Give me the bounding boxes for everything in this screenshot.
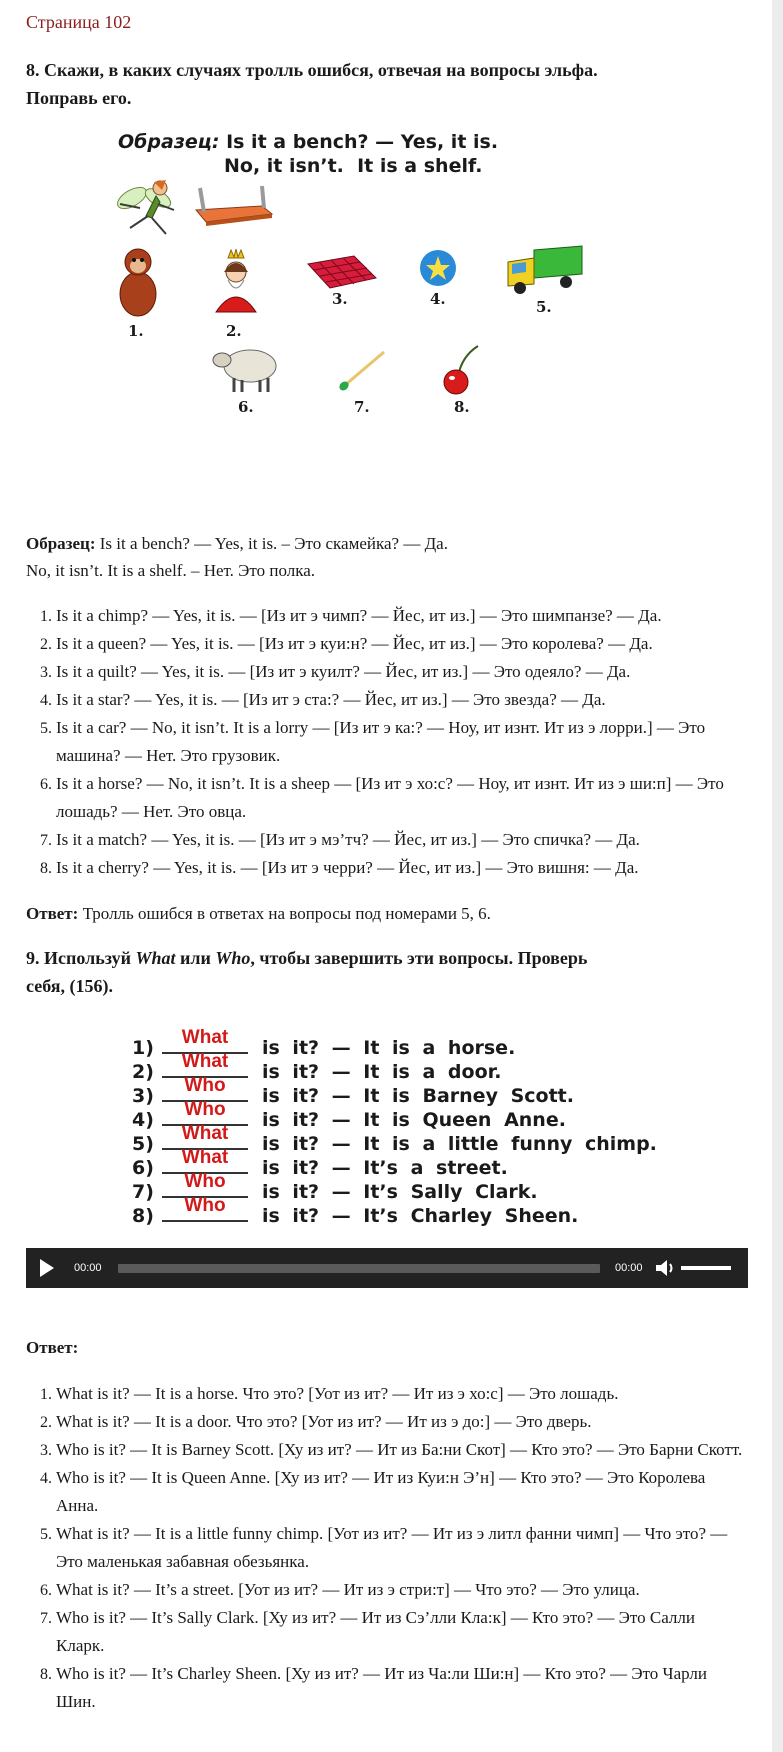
task9-title-part: или	[175, 948, 216, 968]
exercise-line-number: 1)	[132, 1037, 154, 1059]
progress-track[interactable]	[118, 1264, 600, 1273]
textbook-sample-line2: No, it isn’t. It is a shelf.	[224, 155, 483, 177]
task8-sample-line1	[26, 530, 746, 557]
exercise-line-text: is it? — It is a little funny chimp.	[262, 1133, 657, 1155]
queen-picture	[206, 246, 266, 318]
textbook-illustration	[110, 124, 670, 464]
match-picture	[336, 346, 390, 394]
duration-time: 00:00	[615, 1262, 643, 1274]
list-item: 3. Is it a quilt? — Yes, it is. — [Из ит э куилт? — Йес, ит из.] — Это одеяло? — Да.	[56, 658, 746, 686]
lorry-picture	[504, 244, 586, 296]
task9-answer-list	[26, 1380, 746, 1716]
shelf-picture	[192, 182, 276, 228]
list-item: 7. Who is it? — It’s Sally Clark. [Ху из ит? — Ит из Сэ’лли Кла:к] — Кто это? — Это Салли Кларк.	[56, 1604, 746, 1660]
list-item: 2. Is it a queen? — Yes, it is. — [Из ит э куи:н? — Йес, ит из.] — Это королева? — Да.	[56, 630, 746, 658]
list-item: 1. Is it a chimp? — Yes, it is. — [Из ит э чимп? — Йес, ит из.] — Это шимпанзе? — Да.	[56, 602, 746, 630]
answer-word: Who	[184, 1099, 226, 1120]
task9-title-part: , чтобы завершить эти вопросы. Проверь	[250, 948, 588, 968]
task8-title	[26, 56, 726, 112]
task9-answer-heading: Ответ:	[26, 1338, 79, 1357]
task9-title-what: What	[135, 948, 176, 968]
list-item: 6. Is it a horse? — No, it isn’t. It is a sheep — [Из ит э хо:с? — Ноу, ит изнт. Ит из э ши:п] — Это лошадь? — Нет. Это овца.	[56, 770, 746, 826]
answer-word: What	[181, 1147, 229, 1168]
list-item: 2. What is it? — It is a door. Что это? [Уот из ит? — Ит из э до:] — Это дверь.	[56, 1408, 746, 1436]
answer-word: Who	[184, 1171, 226, 1192]
list-item: 3. Who is it? — It is Barney Scott. [Ху из ит? — Ит из Ба:ни Скот] — Кто это? — Это Барни Скотт.	[56, 1436, 746, 1464]
audio-player	[26, 1248, 748, 1288]
list-item: 4. Is it a star? — Yes, it is. — [Из ит э ста:? — Йес, ит из.] — Это звезда? — Да.	[56, 686, 746, 714]
list-item: 4. Who is it? — It is Queen Anne. [Ху из ит? — Ит из Куи:н Э’н] — Кто это? — Это Королева Анна.	[56, 1464, 746, 1520]
exercise-line-text: is it? — It’s Sally Clark.	[262, 1181, 538, 1203]
textbook-sample	[118, 130, 498, 154]
task9-title-line1	[26, 944, 726, 972]
exercise-line-text: is it? — It is a door.	[262, 1061, 502, 1083]
picture-number-4: 4.	[430, 290, 446, 308]
answer-word: What	[181, 1051, 229, 1072]
task9-title-who: Who	[215, 948, 251, 968]
cherry-picture	[438, 342, 482, 398]
exercise-line	[132, 1195, 692, 1227]
volume-slider[interactable]	[681, 1266, 731, 1270]
task8-title-line2: Поправь его.	[26, 88, 132, 108]
task8-sample-text2: No, it isn’t. It is a shelf. – Нет. Это полка.	[26, 561, 316, 580]
task8-title-line1: 8. Скажи, в каких случаях тролль ошибся, отвечая на вопросы эльфа.	[26, 60, 598, 80]
textbook-sample-label: Образец:	[118, 131, 220, 153]
answer-word: Who	[184, 1075, 226, 1096]
exercise-line-text: is it? — It is Queen Anne.	[262, 1109, 566, 1131]
exercise-line-text: is it? — It is Barney Scott.	[262, 1085, 574, 1107]
play-icon[interactable]	[40, 1259, 54, 1277]
page-edge-rule	[772, 0, 783, 1752]
list-item: 8. Is it a cherry? — Yes, it is. — [Из ит э черри? — Йес, ит из.] — Это вишня: — Да.	[56, 854, 746, 882]
picture-number-1: 1.	[128, 322, 144, 340]
exercise-line-number: 4)	[132, 1109, 154, 1131]
list-item: 7. Is it a match? — Yes, it is. — [Из ит э мэ’тч? — Йес, ит из.] — Это спичка? — Да.	[56, 826, 746, 854]
quilt-picture	[304, 252, 380, 292]
exercise-line-number: 6)	[132, 1157, 154, 1179]
exercise-line-text: is it? — It’s Charley Sheen.	[262, 1205, 579, 1227]
exercise-line-number: 3)	[132, 1085, 154, 1107]
page-label: Страница 102	[26, 12, 132, 32]
exercise-line-number: 7)	[132, 1181, 154, 1203]
task8-sample-label: Образец:	[26, 534, 96, 553]
task9-title-line2: себя, (156).	[26, 976, 113, 996]
exercise-line-text: is it? — It is a horse.	[262, 1037, 516, 1059]
list-item: 1. What is it? — It is a horse. Что это? [Уот из ит? — Ит из э хо:с] — Это лошадь.	[56, 1380, 746, 1408]
answer-word: What	[181, 1123, 229, 1144]
picture-number-2: 2.	[226, 322, 242, 340]
textbook-sample-line1: Is it a bench? — Yes, it is.	[219, 131, 499, 153]
picture-number-6: 6.	[238, 398, 254, 416]
task8-answer-label: Ответ:	[26, 904, 79, 923]
elf-picture	[110, 168, 180, 248]
list-item: 5. Is it a car? — No, it isn’t. It is a lorry — [Из ит э ка:? — Ноу, ит изнт. Ит из э лорри.] — Это машина? — Нет. Это грузовик.	[56, 714, 746, 770]
exercise-line-number: 5)	[132, 1133, 154, 1155]
task8-answer-text: Тролль ошибся в ответах на вопросы под номерами 5, 6.	[78, 904, 491, 923]
task8-sample-text1: Is it a bench? — Yes, it is. – Это скамейка? — Да.	[95, 534, 448, 553]
task8-answer	[26, 900, 746, 927]
sheep-picture	[210, 342, 284, 394]
task9-title	[26, 944, 726, 1000]
picture-number-7: 7.	[354, 398, 370, 416]
exercise-line-number: 2)	[132, 1061, 154, 1083]
list-item: 8. Who is it? — It’s Charley Sheen. [Ху из ит? — Ит из Ча:ли Ши:н] — Кто это? — Это Чарли Шин.	[56, 1660, 746, 1716]
picture-number-5: 5.	[536, 298, 552, 316]
current-time: 00:00	[74, 1262, 102, 1274]
star-picture	[416, 248, 460, 288]
list-item: 6. What is it? — It’s a street. [Уот из ит? — Ит из э стри:т] — Что это? — Это улица.	[56, 1576, 746, 1604]
picture-number-8: 8.	[454, 398, 470, 416]
chimp-picture	[110, 246, 166, 320]
exercise-line-number: 8)	[132, 1205, 154, 1227]
task8-sample	[26, 530, 746, 584]
task9-title-part: 9. Используй	[26, 948, 136, 968]
answer-word: What	[181, 1027, 229, 1048]
task8-answer-list	[26, 602, 746, 882]
list-item: 5. What is it? — It is a little funny chimp. [Уот из ит? — Ит из э литл фанни чимп] — Что это? — Это маленькая забавная обезьянка.	[56, 1520, 746, 1576]
volume-icon[interactable]	[654, 1258, 676, 1278]
task9-exercise	[132, 1027, 692, 1227]
answer-word: Who	[184, 1195, 226, 1216]
exercise-line-text: is it? — It’s a street.	[262, 1157, 508, 1179]
picture-number-3: 3.	[332, 290, 348, 308]
